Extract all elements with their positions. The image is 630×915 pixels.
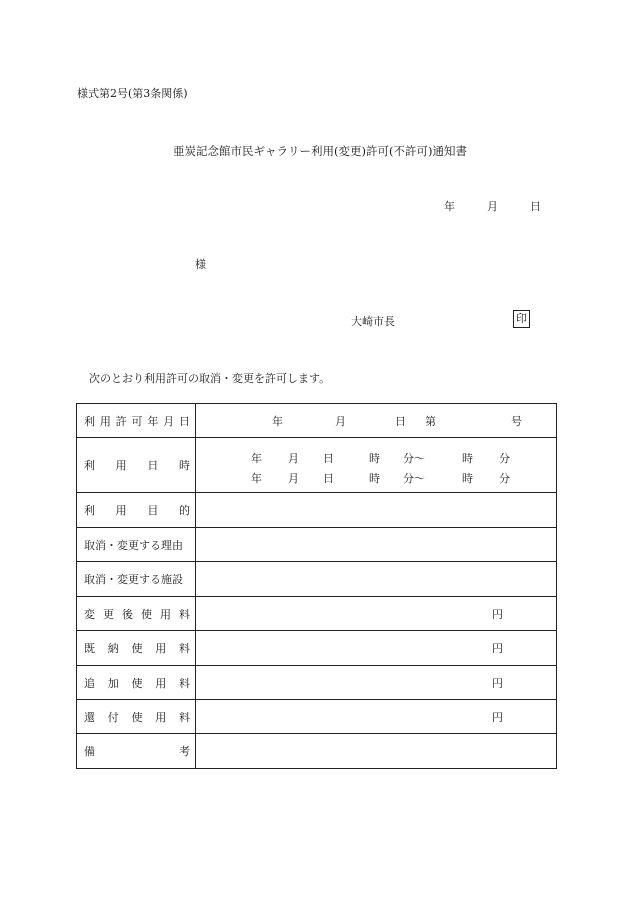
row-value[interactable] <box>196 666 557 700</box>
label-char: 使 <box>131 676 143 690</box>
row-value[interactable] <box>196 562 557 597</box>
use-minute-tilde-label: 分〜 <box>403 452 425 465</box>
label-char: 時 <box>178 459 190 472</box>
label-char: 日 <box>147 459 159 472</box>
row-label <box>77 666 196 700</box>
label-char: 料 <box>179 710 190 724</box>
label-char: 料 <box>179 607 190 621</box>
label-char: 追 <box>84 676 95 690</box>
table-row <box>77 562 557 597</box>
label-char: 用 <box>155 676 167 690</box>
use-month-label: 月 <box>288 472 299 485</box>
table-row <box>77 666 557 700</box>
row-value[interactable] <box>196 528 557 562</box>
label-char: 既 <box>84 642 95 655</box>
label-char: 後 <box>122 607 133 621</box>
label-char: 更 <box>103 607 114 621</box>
yen-unit: 円 <box>492 676 503 690</box>
issuer-name: 大崎市長 <box>351 315 395 328</box>
row-label-text <box>84 675 195 691</box>
label-char: 利 <box>84 459 95 472</box>
label-char: 還 <box>84 710 95 724</box>
use-hour2-label: 時 <box>462 472 473 485</box>
use-year-label: 年 <box>251 472 262 485</box>
row-value[interactable] <box>196 734 557 769</box>
row-value[interactable] <box>196 404 557 438</box>
row-value[interactable] <box>196 700 557 734</box>
label-char: 付 <box>107 710 119 724</box>
label-char: 使 <box>131 642 143 655</box>
row-label <box>77 631 196 666</box>
form-number: 様式第2号(第3条関係) <box>77 87 188 100</box>
row-label <box>77 562 196 597</box>
row-label-text <box>84 709 195 725</box>
label-char: 用 <box>155 710 167 724</box>
row-value[interactable] <box>196 493 557 528</box>
label-char: 用 <box>160 607 171 621</box>
row-label-text <box>84 502 195 518</box>
row-value[interactable] <box>196 631 557 666</box>
label-char: 料 <box>179 676 190 690</box>
label-char: 的 <box>178 504 190 517</box>
use-minute2-label: 分 <box>499 472 510 485</box>
yen-unit: 円 <box>492 710 503 724</box>
label-char: 納 <box>107 642 119 655</box>
table-row <box>77 528 557 562</box>
label-char: 利 <box>84 504 95 517</box>
label-char: 変 <box>84 607 95 621</box>
date-day-label: 日 <box>530 200 541 213</box>
label-char: 日 <box>178 414 190 428</box>
intro-text: 次のとおり利用許可の取消・変更を許可します。 <box>89 372 331 385</box>
label-char: 用 <box>115 459 127 472</box>
label-char: 用 <box>115 504 127 517</box>
row-value[interactable] <box>196 438 557 493</box>
label-char: 取消・変更する施設 <box>84 573 183 586</box>
table-row <box>77 631 557 666</box>
row-label <box>77 404 196 438</box>
use-hour-label: 時 <box>369 452 380 465</box>
use-minute2-label: 分 <box>499 452 510 465</box>
row-label <box>77 493 196 528</box>
label-char: 年 <box>147 414 159 428</box>
row-label <box>77 528 196 562</box>
label-char: 利 <box>84 414 95 428</box>
addressee-honorific: 様 <box>195 258 206 271</box>
label-char: 料 <box>179 642 190 655</box>
row-label <box>77 734 196 769</box>
row-label-text <box>84 743 195 759</box>
yen-unit: 円 <box>492 642 503 655</box>
table-row <box>77 493 557 528</box>
label-char: 考 <box>179 745 190 758</box>
label-char: 加 <box>107 676 119 690</box>
use-hour2-label: 時 <box>462 452 473 465</box>
row-label-text <box>84 457 195 473</box>
label-char: 使 <box>141 607 152 621</box>
row-value[interactable] <box>196 597 557 631</box>
permit-day-label: 日 <box>395 414 406 428</box>
use-year-label: 年 <box>251 452 262 465</box>
label-char: 用 <box>99 414 111 428</box>
row-label-text <box>84 606 195 622</box>
use-month-label: 月 <box>288 452 299 465</box>
row-label-text <box>84 413 195 429</box>
form-table <box>76 403 557 769</box>
row-label <box>77 700 196 734</box>
use-hour-label: 時 <box>369 472 380 485</box>
label-char: 取消・変更する理由 <box>84 538 183 552</box>
label-char: 許 <box>115 414 127 428</box>
row-label <box>77 597 196 631</box>
use-day-label: 日 <box>323 452 334 465</box>
use-minute-tilde-label: 分〜 <box>403 472 425 485</box>
permit-no-prefix: 第 <box>425 414 436 428</box>
date-year-label: 年 <box>444 200 455 213</box>
table-row <box>77 404 557 438</box>
label-char: 使 <box>131 710 143 724</box>
seal-mark: 印 <box>513 310 530 328</box>
row-label-text <box>84 571 195 587</box>
label-char: 用 <box>155 642 167 655</box>
permit-month-label: 月 <box>335 414 346 428</box>
table-row <box>77 438 557 493</box>
row-label <box>77 438 196 493</box>
use-day-label: 日 <box>323 472 334 485</box>
table-row <box>77 597 557 631</box>
table-row <box>77 734 557 769</box>
label-char: 月 <box>163 414 175 428</box>
document-title: 亜炭記念館市民ギャラリー利用(変更)許可(不許可)通知書 <box>173 144 467 158</box>
permit-year-label: 年 <box>272 414 283 428</box>
issue-date-line <box>444 198 541 214</box>
row-label-text <box>84 537 195 553</box>
label-char: 可 <box>131 414 143 428</box>
table-row <box>77 700 557 734</box>
yen-unit: 円 <box>492 607 503 621</box>
permit-no-suffix: 号 <box>511 414 522 428</box>
label-char: 目 <box>147 504 159 517</box>
row-label-text <box>84 640 195 656</box>
date-month-label: 月 <box>487 200 498 213</box>
label-char: 備 <box>84 745 95 758</box>
